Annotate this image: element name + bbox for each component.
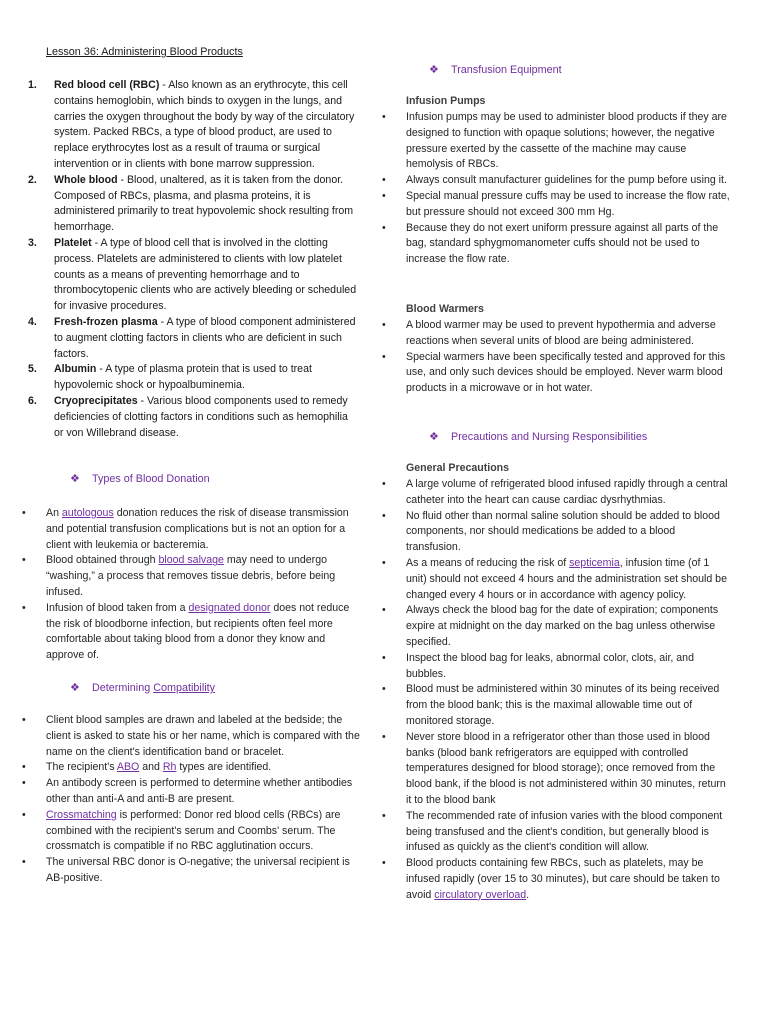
- general-precautions-list: [382, 477, 730, 904]
- definitions-list: [26, 78, 360, 441]
- list-item: • Special warmers have been specifically tested and approved for this use, and only such devices should be employed. Never warm blood products in a microwave or in hot water.: [382, 350, 726, 395]
- diamond-bullet-icon: ❖: [429, 64, 439, 76]
- definition-item: 4. Fresh-frozen plasma - A type of blood component administered to augment clotting factors in clients who are deficient in such factors.: [28, 315, 356, 360]
- list-item: • The recipient's ABO and Rh types are identified.: [22, 761, 272, 774]
- list-item: • Blood products containing few RBCs, such as platelets, may be infused rapidly (over 15 to 30 minutes), but care should be taken to avoid circulatory overload.: [382, 857, 720, 901]
- definition-item: 6. Cryoprecipitates - Various blood components used to remedy deficiencies of clotting factors in conditions such as hemophilia or von Willebrand disease.: [28, 394, 348, 439]
- list-item: • Client blood samples are drawn and labeled at the bedside; the client is asked to state his or her name, which is compared with the name on the client's identification band or bracelet.: [22, 714, 360, 758]
- abo-link[interactable]: ABO: [116, 761, 140, 774]
- list-item: • Special manual pressure cuffs may be used to increase the flow rate, but pressure should not exceed 300 mm Hg.: [382, 189, 730, 218]
- blood-warmers-title: Blood Warmers: [406, 303, 484, 315]
- list-item: • Infusion pumps may be used to administer blood products if they are designed to function with opaque solutions; however, the negative pressure exerted by the cassette of the machine may cause hemolysis of RBCs.: [382, 111, 727, 171]
- list-item: • A large volume of refrigerated blood infused rapidly through a central catheter into the heart can cause cardiac dysrhythmias.: [382, 478, 728, 506]
- list-item: • Crossmatching is performed: Donor red blood cells (RBCs) are combined with the recipient's serum and Coombs' serum. The crossmatch is compatible if no RBC agglutination occurs.: [22, 808, 341, 853]
- list-item: • Blood must be administered within 30 minutes of its being received from the blood bank; this is the maximal allowable time out of monitored storage.: [382, 683, 720, 727]
- list-item: • As a means of reducing the risk of septicemia, infusion time (of 1 unit) should not exceed 4 hours and the administration set should be changed every 4 hours or in accordance with agency policy.: [382, 556, 727, 601]
- list-item: • Because they do not exert uniform pressure against all parts of the bag, standard sphygmomanometer cuffs should not be used to increase the flow rate.: [382, 221, 719, 266]
- list-item: • No fluid other than normal saline solution should be added to blood components, nor should medications be added to a blood transfusion.: [382, 509, 720, 554]
- list-item: • Infusion of blood taken from a designated donor does not reduce the risk of bloodborne infection, but recipients often feel more comfortable about taking blood from a donor they know and approve of.: [22, 601, 350, 662]
- lesson-title: Lesson 36: Administering Blood Products: [46, 46, 243, 58]
- blood-warmers-list: [382, 318, 730, 397]
- list-item: • Blood obtained through blood salvage may need to undergo “washing,” a process that removes tissue debris, before being infused.: [22, 554, 336, 598]
- list-item: • A blood warmer may be used to prevent hypothermia and adverse reactions when several units of blood are being administered.: [382, 319, 716, 347]
- designated-donor-link[interactable]: designated donor: [188, 601, 271, 614]
- list-item: • An autologous donation reduces the risk of disease transmission and potential transfusion complications but is not an option for a client with leukemia or bacteremia.: [22, 507, 349, 551]
- diamond-bullet-icon: ❖: [70, 473, 80, 485]
- list-item: • Always check the blood bag for the date of expiration; components expire at midnight on the day marked on the bag unless otherwise specified.: [382, 604, 719, 648]
- compatibility-heading: ❖ Determining Compatibility: [70, 682, 216, 694]
- list-item: • Inspect the blood bag for leaks, abnormal color, clots, air, and bubbles.: [382, 651, 694, 680]
- general-precautions-title: General Precautions: [406, 462, 510, 474]
- diamond-bullet-icon: ❖: [70, 682, 80, 694]
- types-heading: ❖ Types of Blood Donation: [70, 473, 210, 485]
- precautions-heading: ❖ Precautions and Nursing Responsibilities: [429, 431, 648, 443]
- septicemia-link[interactable]: septicemia: [569, 556, 620, 569]
- blood-salvage-link[interactable]: blood salvage: [158, 554, 224, 567]
- list-item: • An antibody screen is performed to determine whether antibodies other than anti-A and anti-B are present.: [22, 777, 353, 805]
- compatibility-list: [22, 713, 366, 887]
- autologous-link[interactable]: autologous: [61, 507, 114, 519]
- list-item: • The universal RBC donor is O-negative; the universal recipient is AB-positive.: [22, 856, 350, 884]
- diamond-bullet-icon: ❖: [429, 431, 439, 443]
- definition-item: 1. Red blood cell (RBC) - Also known as an erythrocyte, this cell contains hemoglobin, which binds to oxygen in the lungs, and carries the oxygen throughout the body by way of the circulatory system. Packed RBCs, a type of blood product, are used to replace erythrocytes lost as a result of trauma or surgical intervention or in clients with bone marrow suppression.: [28, 79, 355, 170]
- equipment-heading: ❖ Transfusion Equipment: [429, 64, 562, 76]
- list-item: • Always consult manufacturer guidelines for the pump before using it.: [382, 174, 727, 187]
- list-item: • Never store blood in a refrigerator other than those used in blood banks (blood bank refrigerators are equipped with controlled temperatures designed for blood storage); once removed from the blood bank, if the blood is not administered within 30 minutes, return it to the blood bank: [382, 730, 726, 806]
- circulatory-overload-link[interactable]: circulatory overload: [434, 888, 527, 901]
- crossmatching-link[interactable]: Crossmatching: [46, 808, 117, 821]
- definition-item: 2. Whole blood - Blood, unaltered, as it is taken from the donor. Composed of RBCs, plasma, and plasma proteins, it is administered primarily to treat hypovolemic shock resulting from hemorrhage.: [28, 173, 354, 234]
- infusion-pumps-title: Infusion Pumps: [406, 95, 486, 107]
- rh-link[interactable]: Rh: [162, 761, 177, 774]
- infusion-pumps-list: [382, 110, 730, 268]
- types-list: [22, 506, 366, 664]
- list-item: • The recommended rate of infusion varies with the blood component being transfused and the client's condition, but generally blood is infused as quickly as the client's condition will allow.: [382, 809, 723, 854]
- definition-item: 5. Albumin - A type of plasma protein that is used to treat hypovolemic shock or hypoalbuminemia.: [28, 363, 312, 392]
- definition-item: 3. Platelet - A type of blood cell that is involved in the clotting process. Platelets are administered to clients with low platelet counts as a means of preventing hemorrhage and to thrombocytopenic clients who are actively bleeding or scheduled for invasive procedures.: [28, 236, 357, 313]
- compatibility-link[interactable]: Compatibility: [153, 682, 216, 694]
